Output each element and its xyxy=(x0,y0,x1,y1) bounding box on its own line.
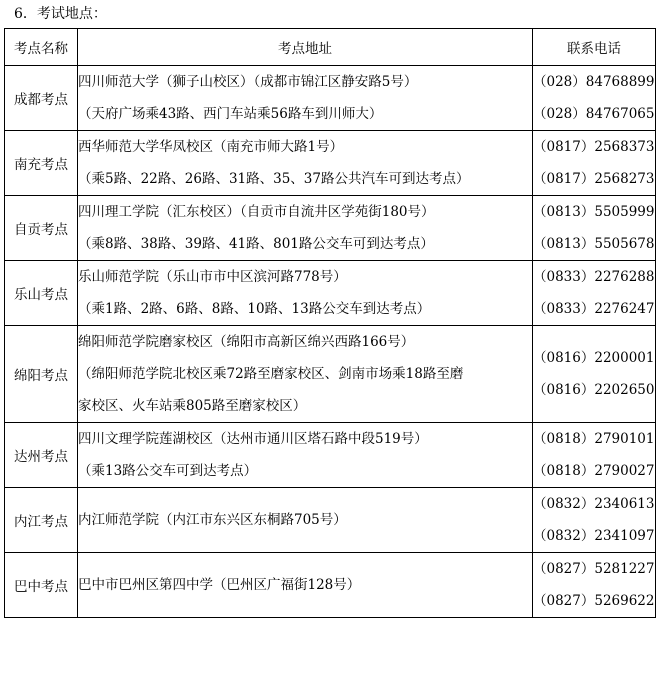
phone-number: （0833）2276247 xyxy=(533,301,655,317)
site-address-cell xyxy=(78,196,533,261)
site-address-cell xyxy=(78,553,533,618)
site-phone-cell xyxy=(533,423,656,488)
site-phone-cell xyxy=(533,488,656,553)
table-row xyxy=(5,66,656,131)
header-row xyxy=(5,29,656,66)
address-line: 乐山师范学院（乐山市市中区滨河路778号） xyxy=(78,269,347,285)
site-phone-cell xyxy=(533,261,656,326)
phone-number: （0816）2200001 xyxy=(533,350,655,366)
phone-number: （0832）2341097 xyxy=(533,528,655,544)
table-row xyxy=(5,326,656,423)
phone-number: （0817）2568373 xyxy=(533,139,655,155)
address-line: 四川理工学院（汇东校区）（自贡市自流井区学苑街180号） xyxy=(78,204,435,220)
site-name: 内江考点 xyxy=(5,488,78,553)
table-row xyxy=(5,423,656,488)
site-address-cell xyxy=(78,423,533,488)
address-line: （乘1路、2路、6路、8路、10路、13路公交车到达考点） xyxy=(78,301,431,317)
address-line: 四川师范大学（狮子山校区）（成都市锦江区静安路5号） xyxy=(78,74,418,90)
address-line: 西华师范大学华凤校区（南充市师大路1号） xyxy=(78,139,344,155)
exam-sites-table xyxy=(4,28,656,618)
phone-number: （0818）2790101 xyxy=(533,431,655,447)
site-name: 乐山考点 xyxy=(5,261,78,326)
header-site-name: 考点名称 xyxy=(5,29,78,66)
phone-number: （0817）2568273 xyxy=(533,171,655,187)
site-address-cell xyxy=(78,326,533,423)
table-row xyxy=(5,261,656,326)
address-line: 四川文理学院莲湖校区（达州市通川区塔石路中段519号） xyxy=(78,431,428,447)
phone-number: （0833）2276288 xyxy=(533,269,655,285)
site-phone-cell xyxy=(533,326,656,423)
site-name: 自贡考点 xyxy=(5,196,78,261)
phone-number: （028）84768899 xyxy=(533,74,655,90)
header-contact-phone: 联系电话 xyxy=(533,29,656,66)
site-name: 成都考点 xyxy=(5,66,78,131)
phone-number: （0832）2340613 xyxy=(533,496,655,512)
table-row xyxy=(5,488,656,553)
phone-number: （0827）5281227 xyxy=(533,561,655,577)
address-line: 绵阳师范学院磨家校区（绵阳市高新区绵兴西路166号） xyxy=(78,334,415,350)
site-name: 巴中考点 xyxy=(5,553,78,618)
address-line: （天府广场乘43路、西门车站乘56路车到川师大） xyxy=(78,106,383,122)
table-body xyxy=(5,66,656,618)
address-line: 内江师范学院（内江市东兴区东桐路705号） xyxy=(78,512,347,528)
site-address-cell xyxy=(78,261,533,326)
phone-number: （0813）5505999 xyxy=(533,204,655,220)
phone-number: （028）84767065 xyxy=(533,106,655,122)
site-address-cell xyxy=(78,131,533,196)
site-phone-cell xyxy=(533,131,656,196)
site-name: 南充考点 xyxy=(5,131,78,196)
phone-number: （0827）5269622 xyxy=(533,593,655,609)
address-line: （乘5路、22路、26路、31路、35、37路公共汽车可到达考点） xyxy=(78,171,470,187)
site-address-cell xyxy=(78,66,533,131)
phone-number: （0818）2790027 xyxy=(533,463,655,479)
site-phone-cell xyxy=(533,553,656,618)
site-phone-cell xyxy=(533,66,656,131)
address-line: （乘13路公交车可到达考点） xyxy=(78,463,258,479)
table-row xyxy=(5,196,656,261)
table-row xyxy=(5,131,656,196)
phone-number: （0816）2202650 xyxy=(533,382,655,398)
table-row xyxy=(5,553,656,618)
address-line: （绵阳师范学院北校区乘72路至磨家校区、剑南市场乘18路至磨 xyxy=(78,366,464,382)
phone-number: （0813）5505678 xyxy=(533,236,655,252)
site-address-cell xyxy=(78,488,533,553)
address-line: 家校区、火车站乘805路至磨家校区） xyxy=(78,398,307,414)
section-heading: 6．考试地点： xyxy=(14,6,107,22)
address-line: 巴中市巴州区第四中学（巴州区广福街128号） xyxy=(78,577,361,593)
header-site-address: 考点地址 xyxy=(78,29,533,66)
site-name: 绵阳考点 xyxy=(5,326,78,423)
site-phone-cell xyxy=(533,196,656,261)
site-name: 达州考点 xyxy=(5,423,78,488)
address-line: （乘8路、38路、39路、41路、801路公交车可到达考点） xyxy=(78,236,434,252)
